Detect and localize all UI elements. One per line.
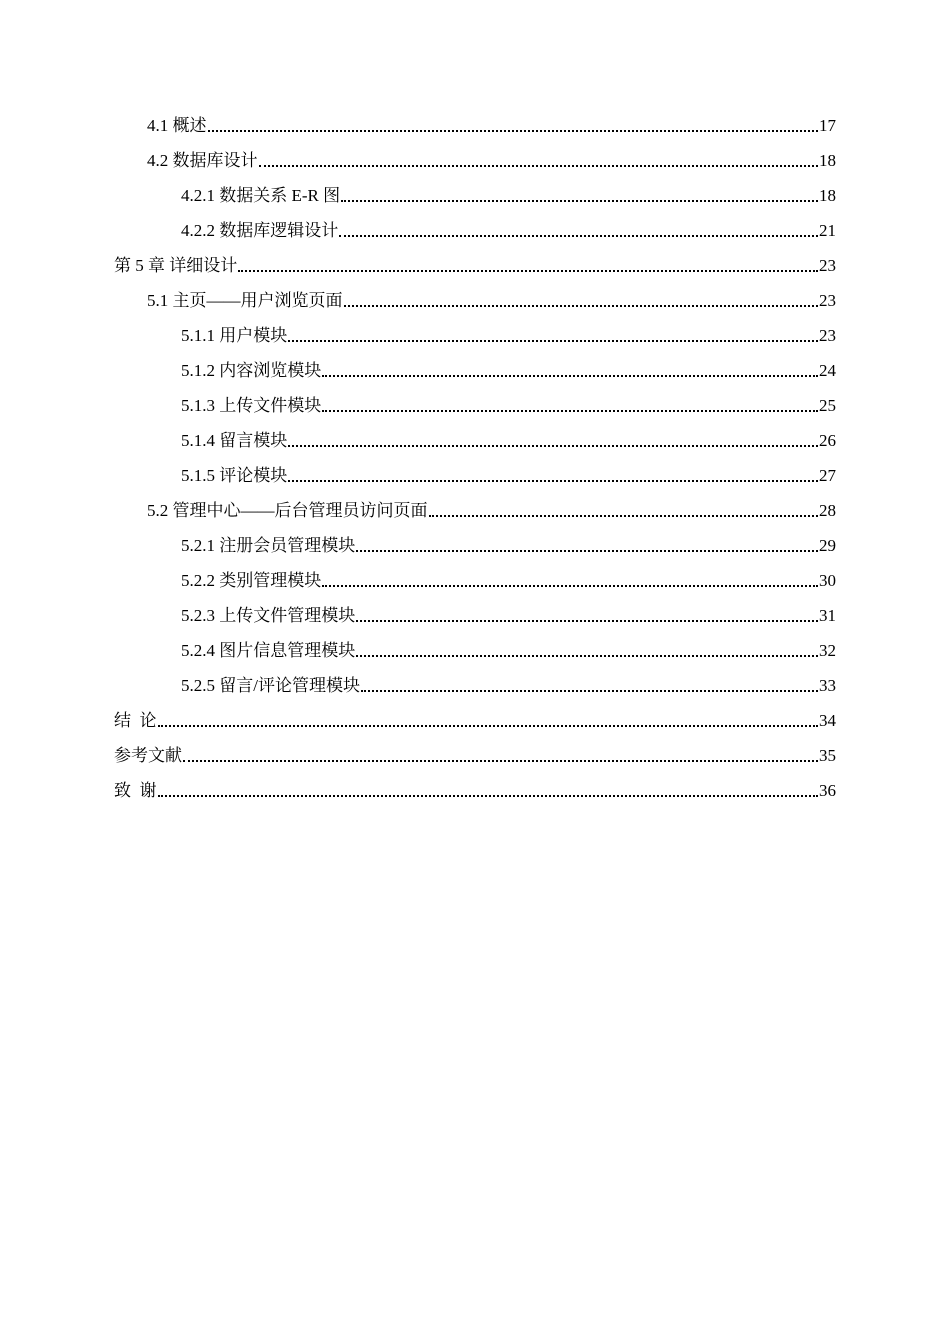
toc-dot-leader <box>157 703 820 738</box>
toc-dot-leader <box>237 248 819 283</box>
toc-dot-leader <box>287 458 819 493</box>
table-of-contents <box>0 108 950 808</box>
toc-entry[interactable] <box>0 528 950 563</box>
toc-entry[interactable] <box>0 703 950 738</box>
toc-entry[interactable] <box>0 178 950 213</box>
toc-entry-page: 27 <box>819 466 836 485</box>
toc-entry[interactable] <box>0 458 950 493</box>
toc-entry[interactable] <box>0 423 950 458</box>
toc-dot-leader <box>287 318 819 353</box>
toc-dot-leader <box>355 633 819 668</box>
toc-entry-page: 28 <box>819 501 836 520</box>
toc-entry-page: 23 <box>819 326 836 345</box>
toc-entry[interactable] <box>0 248 950 283</box>
toc-entry-title: 5.2.1 注册会员管理模块 <box>181 536 356 555</box>
toc-entry-title: 5.1.4 留言模块 <box>181 431 288 450</box>
toc-entry-title: 5.2.3 上传文件管理模块 <box>181 606 356 625</box>
toc-dot-leader <box>355 598 819 633</box>
toc-entry-page: 21 <box>819 221 836 240</box>
toc-entry-page: 17 <box>819 116 836 135</box>
toc-entry[interactable] <box>0 143 950 178</box>
toc-entry-title: 5.2.2 类别管理模块 <box>181 571 322 590</box>
toc-entry-title: 4.2 数据库设计 <box>147 151 258 170</box>
toc-entry-title: 5.2.5 留言/评论管理模块 <box>181 676 360 695</box>
toc-entry[interactable] <box>0 318 950 353</box>
toc-entry-page: 30 <box>819 571 836 590</box>
toc-dot-leader <box>321 388 819 423</box>
toc-dot-leader <box>340 178 819 213</box>
toc-entry[interactable] <box>0 668 950 703</box>
toc-dot-leader <box>207 108 820 143</box>
toc-entry[interactable] <box>0 493 950 528</box>
toc-entry-title: 5.1 主页——用户浏览页面 <box>147 291 343 310</box>
toc-entry-page: 23 <box>819 291 836 310</box>
toc-entry-title: 参考文献 <box>114 746 182 765</box>
toc-entry-title: 4.2.2 数据库逻辑设计 <box>181 221 339 240</box>
toc-entry-page: 35 <box>819 746 836 765</box>
toc-dot-leader <box>157 773 820 808</box>
toc-entry-title: 5.2 管理中心——后台管理员访问页面 <box>147 501 428 520</box>
toc-entry-page: 34 <box>819 711 836 730</box>
toc-entry-page: 18 <box>819 151 836 170</box>
toc-entry-page: 26 <box>819 431 836 450</box>
toc-entry[interactable] <box>0 108 950 143</box>
toc-dot-leader <box>182 738 819 773</box>
toc-entry[interactable] <box>0 563 950 598</box>
toc-dot-leader <box>321 353 819 388</box>
toc-dot-leader <box>321 563 819 598</box>
toc-entry-page: 33 <box>819 676 836 695</box>
toc-entry-page: 36 <box>819 781 836 800</box>
toc-entry[interactable] <box>0 633 950 668</box>
toc-entry[interactable] <box>0 283 950 318</box>
toc-entry[interactable] <box>0 213 950 248</box>
toc-dot-leader <box>338 213 819 248</box>
toc-dot-leader <box>428 493 820 528</box>
toc-entry-title: 5.1.1 用户模块 <box>181 326 288 345</box>
toc-entry-title: 5.1.5 评论模块 <box>181 466 288 485</box>
toc-dot-leader <box>360 668 819 703</box>
toc-dot-leader <box>258 143 820 178</box>
toc-entry-page: 32 <box>819 641 836 660</box>
toc-entry-title: 4.1 概述 <box>147 116 207 135</box>
toc-entry-title: 结 论 <box>114 711 157 730</box>
toc-entry-title: 5.1.2 内容浏览模块 <box>181 361 322 380</box>
toc-entry-page: 24 <box>819 361 836 380</box>
toc-entry-title: 4.2.1 数据关系 E-R 图 <box>181 186 341 205</box>
toc-dot-leader <box>287 423 819 458</box>
toc-entry-page: 18 <box>819 186 836 205</box>
toc-entry[interactable] <box>0 773 950 808</box>
toc-dot-leader <box>355 528 819 563</box>
toc-entry[interactable] <box>0 353 950 388</box>
toc-entry-page: 29 <box>819 536 836 555</box>
toc-entry-title: 第 5 章 详细设计 <box>114 256 238 275</box>
toc-entry-title: 5.2.4 图片信息管理模块 <box>181 641 356 660</box>
toc-entry-page: 25 <box>819 396 836 415</box>
toc-entry[interactable] <box>0 598 950 633</box>
toc-entry[interactable] <box>0 738 950 773</box>
toc-entry-title: 致 谢 <box>114 781 157 800</box>
toc-entry-title: 5.1.3 上传文件模块 <box>181 396 322 415</box>
toc-dot-leader <box>343 283 820 318</box>
toc-entry[interactable] <box>0 388 950 423</box>
toc-entry-page: 31 <box>819 606 836 625</box>
toc-entry-page: 23 <box>819 256 836 275</box>
